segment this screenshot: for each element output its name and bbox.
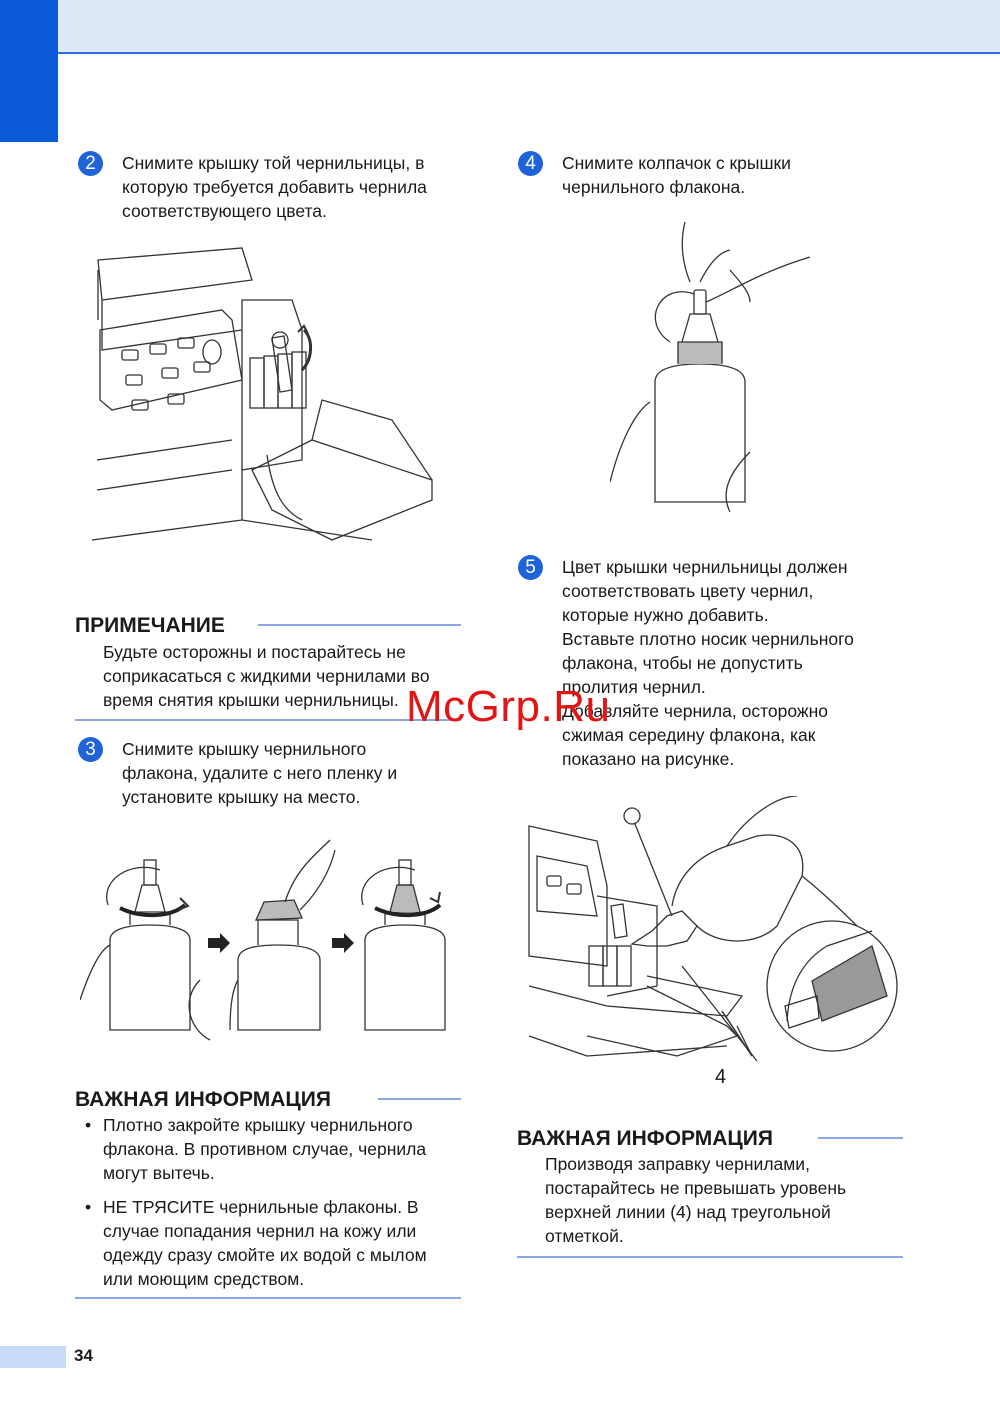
step-4 xyxy=(518,151,791,199)
step-2 xyxy=(78,151,427,223)
refill-figure xyxy=(527,796,907,1076)
important-rule-bottom-right xyxy=(517,1256,903,1258)
important-heading-right: ВАЖНАЯ ИНФОРМАЦИЯ xyxy=(517,1127,773,1150)
step-text: Снимите колпачок с крышки чернильного флакона. xyxy=(562,153,791,197)
printer-tank-figure xyxy=(92,240,452,580)
bottle-cap-figure xyxy=(80,830,460,1050)
list-item: • НЕ ТРЯСИТЕ чернильные флаконы. В случае попадания чернил на кожу или одежду сразу смойте их водой с мылом или моющим средством. xyxy=(75,1195,475,1291)
page-number: 34 xyxy=(74,1346,93,1365)
step-text: Снимите крышку чернильного флакона, удалите с него пленку и установите крышку на место. xyxy=(122,739,398,807)
list-item: • Плотно закройте крышку чернильного флакона. В противном случае, чернила могут вытечь. xyxy=(75,1113,475,1185)
note-rule-top xyxy=(258,624,461,626)
important-rule-bottom-left xyxy=(75,1297,461,1299)
important-rule-top-right xyxy=(818,1137,903,1139)
step-text: Цвет крышки чернильницы должен соответствовать цвету чернил, которые нужно добавить. Вставьте плотно носик чернильного флакона, чтобы не допустить пролития чернил. Добавляйте чернила, осторожно сжимая середину флакона, как показано на рисунке. xyxy=(562,557,854,769)
header-band xyxy=(0,0,1000,54)
right-arrow-icon xyxy=(208,933,230,953)
step-number: 4 xyxy=(518,151,543,176)
note-text: Будьте осторожны и постарайтесь не соприкасаться с жидкими чернилами во время снятия крышки чернильницы. xyxy=(103,642,430,710)
chapter-tab xyxy=(0,0,58,142)
figure-callout-4: 4 xyxy=(715,1066,727,1088)
important-heading-left: ВАЖНАЯ ИНФОРМАЦИЯ xyxy=(75,1088,331,1111)
important-text-right: Производя заправку чернилами, постарайтесь не превышать уровень верхней линии (4) над треугольной отметкой. xyxy=(545,1154,847,1246)
note-heading: ПРИМЕЧАНИЕ xyxy=(75,614,225,637)
step-number: 2 xyxy=(78,151,103,176)
step-text: Снимите крышку той чернильницы, в которую требуется добавить чернила соответствующего цвета. xyxy=(122,153,427,221)
step-number: 5 xyxy=(518,555,543,580)
nozzle-cap-figure xyxy=(610,222,830,522)
step-number: 3 xyxy=(78,737,103,762)
step-5 xyxy=(518,555,854,771)
step-3 xyxy=(78,737,397,809)
important-rule-top-left xyxy=(378,1098,461,1100)
right-arrow-icon xyxy=(332,933,354,953)
note-rule-bottom xyxy=(75,719,461,721)
important-bullets xyxy=(75,1113,475,1301)
watermark: McGrp.Ru xyxy=(406,682,611,731)
page-band xyxy=(0,1346,66,1368)
